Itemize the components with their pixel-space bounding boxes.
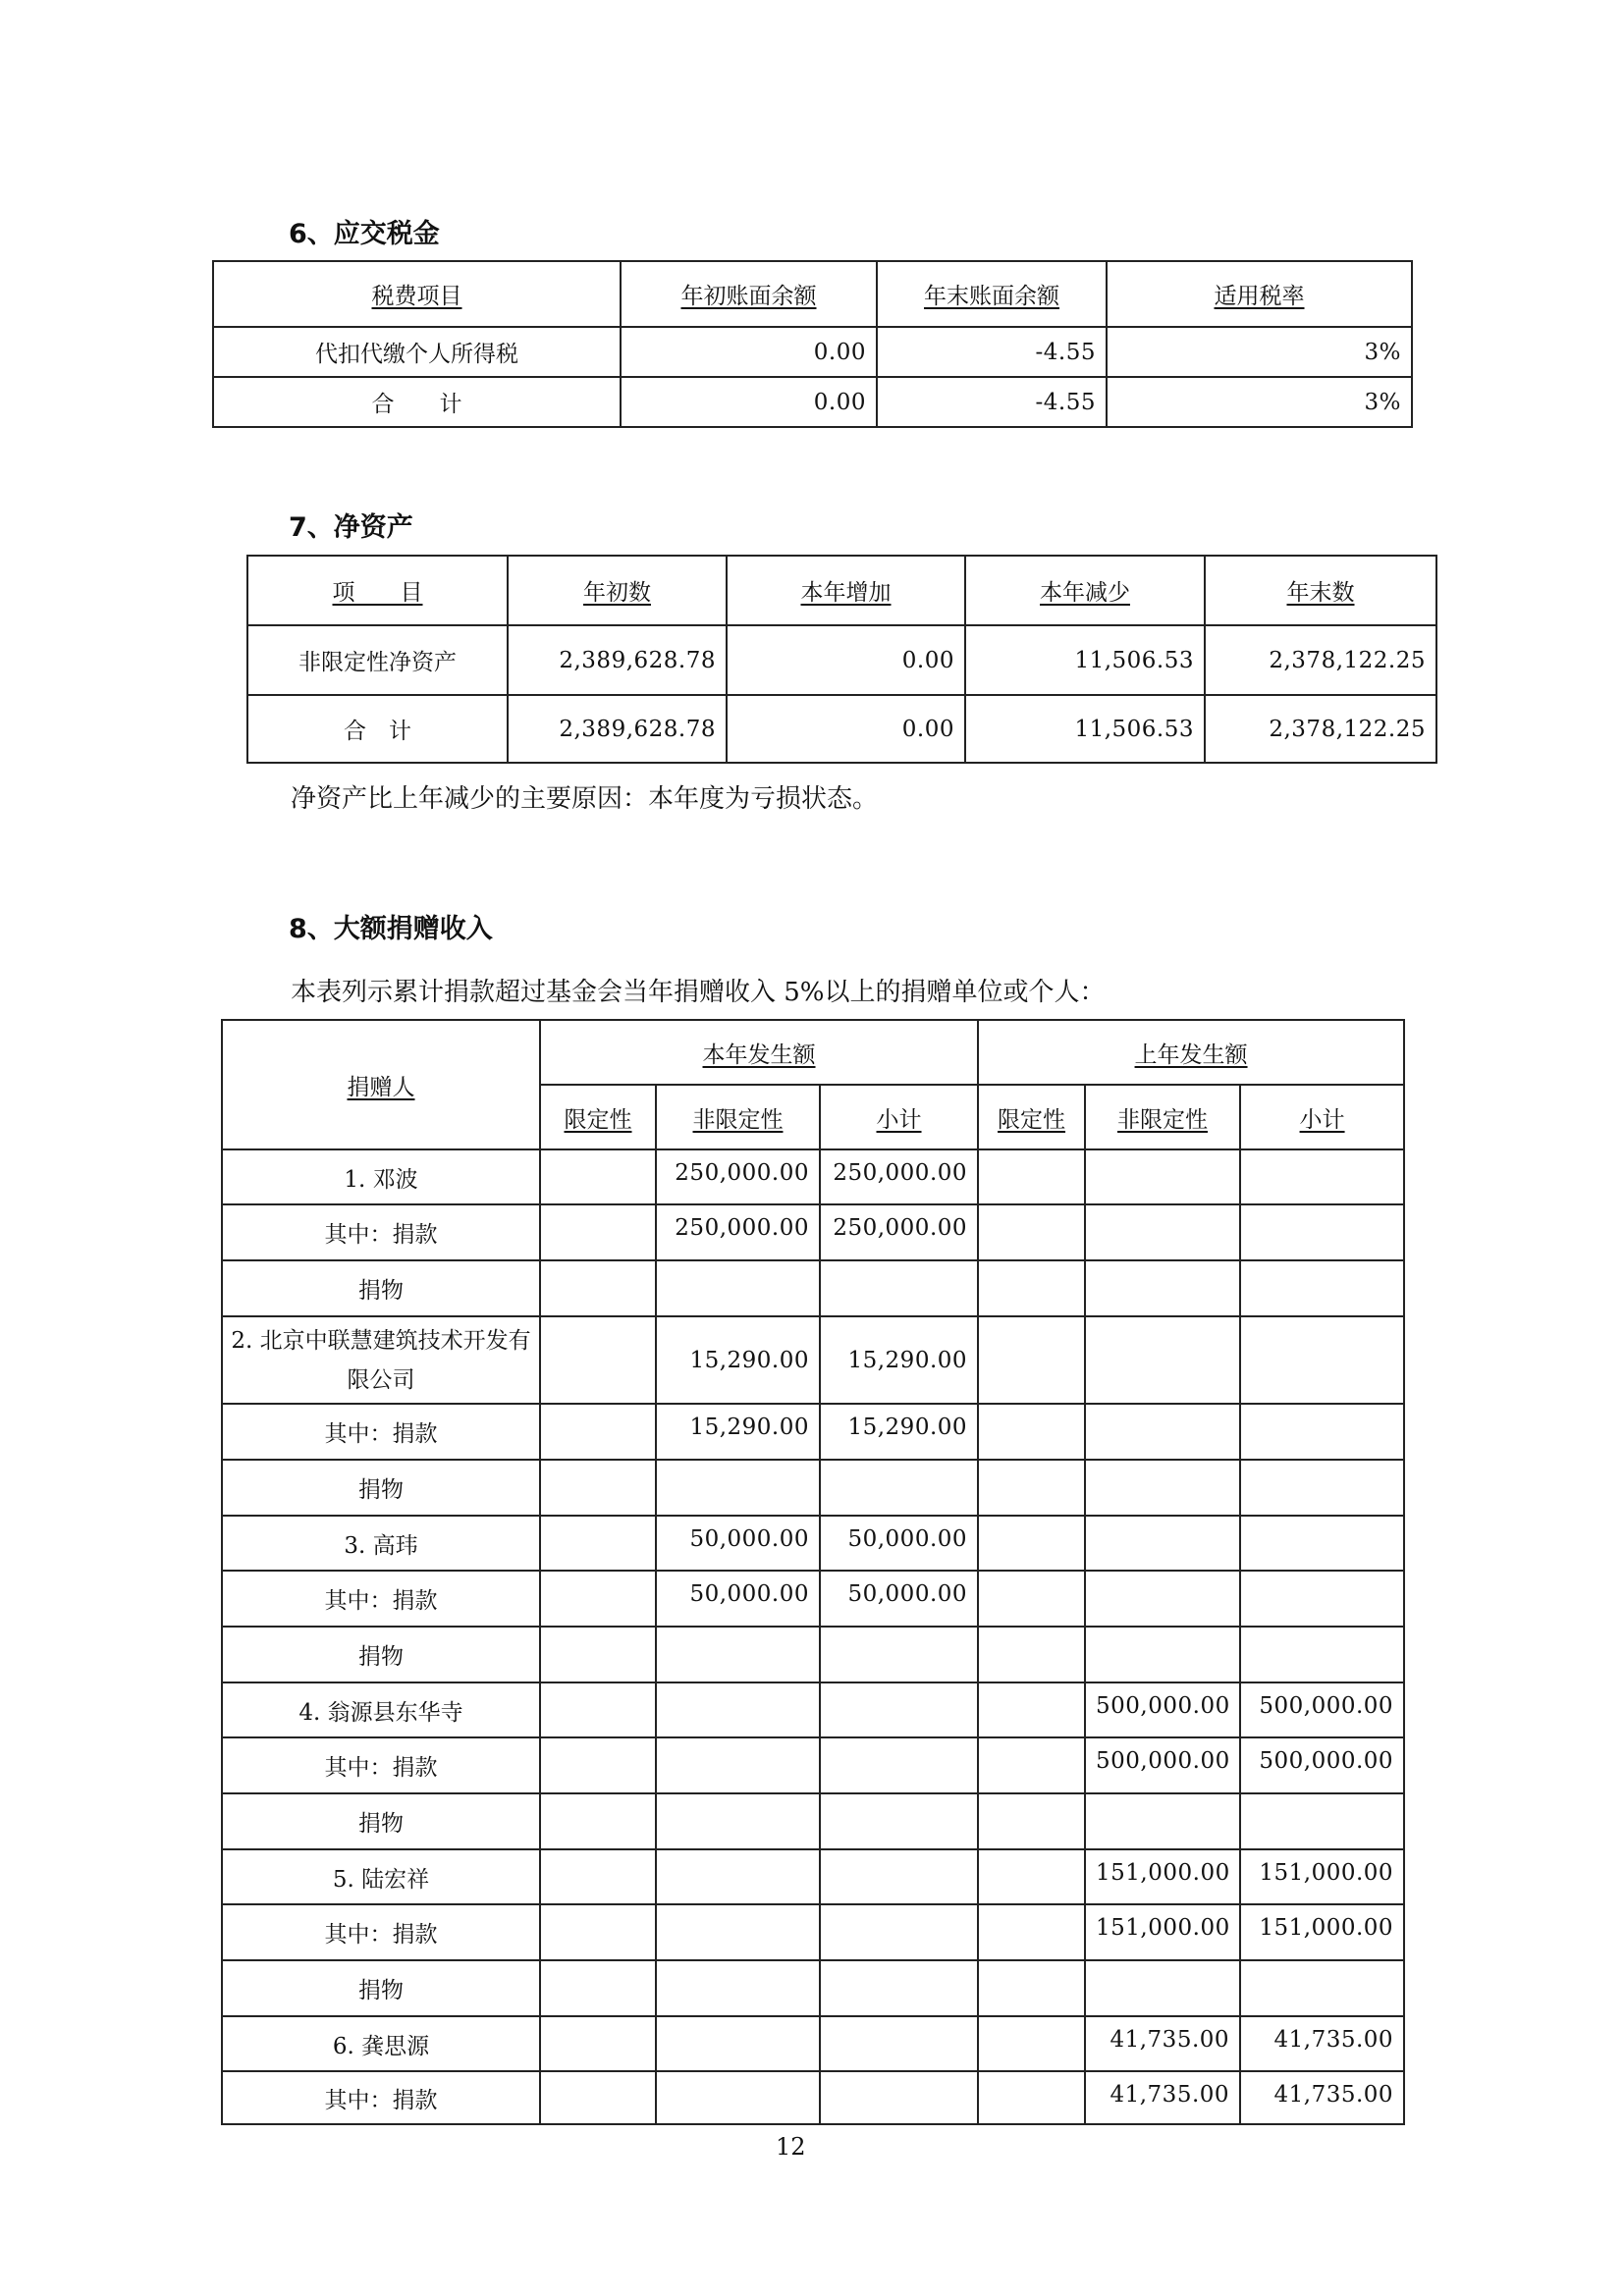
cell-value — [656, 1737, 820, 1793]
cell-value: 41,735.00 — [1085, 2071, 1240, 2124]
donor-label: 3. 高玮 — [222, 1516, 540, 1571]
cell-value: 500,000.00 — [1085, 1682, 1240, 1737]
header-cell: 项 目 — [247, 556, 508, 625]
cell-value — [1085, 1571, 1240, 1627]
section-8-intro: 本表列示累计捐款超过基金会当年捐赠收入 5%以上的捐赠单位或个人： — [291, 978, 1106, 1007]
cell-value: 151,000.00 — [1085, 1849, 1240, 1904]
donor-label: 捐物 — [222, 1627, 540, 1682]
cell-value — [656, 1627, 820, 1682]
cell-value — [656, 1793, 820, 1849]
section-7-heading: 7、净资产 — [289, 512, 413, 543]
row-label: 合 计 — [213, 377, 621, 427]
page-number: 12 — [776, 2133, 806, 2161]
cell-value — [978, 1149, 1085, 1204]
cell-value — [820, 1627, 978, 1682]
table-row — [222, 1737, 1404, 1793]
cell-value: 15,290.00 — [820, 1316, 978, 1404]
cell-value — [656, 1260, 820, 1316]
table-row — [222, 1682, 1404, 1737]
cell-value — [1085, 1316, 1240, 1404]
cell-value — [540, 1149, 656, 1204]
cell-value — [978, 1793, 1085, 1849]
cell-value: 50,000.00 — [656, 1571, 820, 1627]
cell-value: 151,000.00 — [1240, 1849, 1404, 1904]
net-assets-table — [246, 555, 1437, 764]
cell-value — [1240, 1316, 1404, 1404]
cell-value — [820, 2071, 978, 2124]
cell-value — [820, 1960, 978, 2016]
cell-value — [820, 1260, 978, 1316]
cell-value: 2,378,122.25 — [1205, 695, 1436, 763]
cell-value — [1085, 1260, 1240, 1316]
cell-value — [978, 1960, 1085, 2016]
subheader-cell: 非限定性 — [1085, 1085, 1240, 1149]
cell-value: 50,000.00 — [820, 1571, 978, 1627]
cell-value — [820, 2016, 978, 2071]
header-prior-year: 上年发生额 — [978, 1020, 1404, 1085]
cell-value — [1240, 1627, 1404, 1682]
cell-value — [540, 2016, 656, 2071]
table-row — [222, 2016, 1404, 2071]
cell-value: 151,000.00 — [1085, 1904, 1240, 1960]
cell-value — [1085, 1960, 1240, 2016]
cell-value: 0.00 — [727, 625, 965, 695]
table-row — [222, 1149, 1404, 1204]
cell-value: 11,506.53 — [965, 695, 1205, 763]
cell-value: 15,290.00 — [656, 1404, 820, 1460]
table-header-row — [213, 261, 1412, 327]
subheader-cell: 小计 — [1240, 1085, 1404, 1149]
cell-value — [656, 1460, 820, 1516]
cell-value — [1085, 1627, 1240, 1682]
cell-value — [1085, 1516, 1240, 1571]
donor-label: 5. 陆宏祥 — [222, 1849, 540, 1904]
cell-value — [540, 1516, 656, 1571]
cell-value — [978, 1627, 1085, 1682]
taxes-payable-table — [212, 260, 1413, 428]
cell-value: 3% — [1107, 377, 1412, 427]
table-header-row — [247, 556, 1436, 625]
cell-value: 250,000.00 — [820, 1149, 978, 1204]
donor-label: 4. 翁源县东华寺 — [222, 1682, 540, 1737]
header-donor: 捐赠人 — [222, 1020, 540, 1149]
cell-value — [1240, 1404, 1404, 1460]
cell-value — [656, 2071, 820, 2124]
cell-value — [978, 1316, 1085, 1404]
row-label: 合 计 — [247, 695, 508, 763]
cell-value — [978, 1260, 1085, 1316]
cell-value — [1240, 1460, 1404, 1516]
cell-value: 0.00 — [621, 377, 877, 427]
cell-value — [820, 1682, 978, 1737]
header-cell: 适用税率 — [1107, 261, 1412, 327]
donor-label: 1. 邓波 — [222, 1149, 540, 1204]
cell-value: 2,389,628.78 — [508, 695, 727, 763]
cell-value: 2,378,122.25 — [1205, 625, 1436, 695]
row-label: 非限定性净资产 — [247, 625, 508, 695]
cell-value: 0.00 — [727, 695, 965, 763]
header-cell: 税费项目 — [213, 261, 621, 327]
table-row — [222, 1793, 1404, 1849]
cell-value: 2,389,628.78 — [508, 625, 727, 695]
table-row — [222, 1960, 1404, 2016]
cell-value — [978, 1737, 1085, 1793]
cell-value: 0.00 — [621, 327, 877, 377]
cell-value — [1240, 1571, 1404, 1627]
cell-value: -4.55 — [877, 377, 1107, 427]
cell-value: 500,000.00 — [1240, 1737, 1404, 1793]
table-row — [222, 1260, 1404, 1316]
cell-value — [540, 1849, 656, 1904]
cell-value — [1240, 1149, 1404, 1204]
table-row — [222, 1460, 1404, 1516]
cell-value — [540, 1960, 656, 2016]
subheader-cell: 非限定性 — [656, 1085, 820, 1149]
donor-label: 捐物 — [222, 1960, 540, 2016]
donor-label: 捐物 — [222, 1460, 540, 1516]
cell-value — [656, 1904, 820, 1960]
cell-value — [820, 1460, 978, 1516]
section-8-heading: 8、大额捐赠收入 — [289, 914, 493, 944]
cell-value — [1085, 1404, 1240, 1460]
donor-label: 6. 龚思源 — [222, 2016, 540, 2071]
table-total-row — [213, 377, 1412, 427]
cell-value — [1240, 1960, 1404, 2016]
cell-value — [978, 1904, 1085, 1960]
donor-label: 其中：捐款 — [222, 1204, 540, 1260]
cell-value — [978, 2016, 1085, 2071]
net-assets-note: 净资产比上年减少的主要原因：本年度为亏损状态。 — [291, 784, 879, 814]
cell-value — [978, 1849, 1085, 1904]
cell-value — [540, 1627, 656, 1682]
header-current-year: 本年发生额 — [540, 1020, 978, 1085]
cell-value: 250,000.00 — [820, 1204, 978, 1260]
cell-value — [978, 1460, 1085, 1516]
cell-value — [540, 1571, 656, 1627]
cell-value — [1240, 1793, 1404, 1849]
table-row — [222, 1904, 1404, 1960]
header-cell: 本年减少 — [965, 556, 1205, 625]
cell-value — [656, 1849, 820, 1904]
cell-value — [656, 1960, 820, 2016]
cell-value — [820, 1793, 978, 1849]
cell-value: 151,000.00 — [1240, 1904, 1404, 1960]
cell-value — [540, 1682, 656, 1737]
cell-value — [540, 1904, 656, 1960]
cell-value: 15,290.00 — [820, 1404, 978, 1460]
donor-label: 其中：捐款 — [222, 2071, 540, 2124]
cell-value: 50,000.00 — [820, 1516, 978, 1571]
cell-value — [1085, 1149, 1240, 1204]
table-row — [213, 327, 1412, 377]
table-row — [222, 1516, 1404, 1571]
cell-value — [1085, 1793, 1240, 1849]
donor-label: 捐物 — [222, 1260, 540, 1316]
table-row — [222, 1316, 1404, 1404]
cell-value: 15,290.00 — [656, 1316, 820, 1404]
subheader-cell: 小计 — [820, 1085, 978, 1149]
cell-value — [540, 1404, 656, 1460]
cell-value — [820, 1737, 978, 1793]
cell-value: -4.55 — [877, 327, 1107, 377]
cell-value — [656, 2016, 820, 2071]
cell-value — [540, 1316, 656, 1404]
cell-value — [978, 1404, 1085, 1460]
header-cell: 年末账面余额 — [877, 261, 1107, 327]
donor-label: 其中：捐款 — [222, 1404, 540, 1460]
cell-value — [540, 1793, 656, 1849]
table-row — [222, 1204, 1404, 1260]
cell-value — [1240, 1516, 1404, 1571]
table-row — [222, 1571, 1404, 1627]
table-row — [222, 1404, 1404, 1460]
cell-value: 3% — [1107, 327, 1412, 377]
cell-value — [978, 1571, 1085, 1627]
cell-value — [820, 1849, 978, 1904]
cell-value: 250,000.00 — [656, 1149, 820, 1204]
cell-value — [1240, 1260, 1404, 1316]
header-cell: 年末数 — [1205, 556, 1436, 625]
cell-value — [978, 1682, 1085, 1737]
table-header-row — [222, 1020, 1404, 1085]
cell-value — [978, 1204, 1085, 1260]
donor-label: 捐物 — [222, 1793, 540, 1849]
cell-value: 11,506.53 — [965, 625, 1205, 695]
table-row — [222, 2071, 1404, 2124]
section-6-heading: 6、应交税金 — [289, 219, 440, 249]
cell-value — [540, 1204, 656, 1260]
header-cell: 年初账面余额 — [621, 261, 877, 327]
header-cell: 本年增加 — [727, 556, 965, 625]
table-row — [222, 1627, 1404, 1682]
cell-value: 500,000.00 — [1085, 1737, 1240, 1793]
cell-value — [540, 1260, 656, 1316]
cell-value: 250,000.00 — [656, 1204, 820, 1260]
cell-value — [1240, 1204, 1404, 1260]
subheader-cell: 限定性 — [978, 1085, 1085, 1149]
large-donations-table — [221, 1019, 1405, 2125]
cell-value: 41,735.00 — [1240, 2071, 1404, 2124]
cell-value — [540, 2071, 656, 2124]
cell-value — [820, 1904, 978, 1960]
donor-label: 其中：捐款 — [222, 1571, 540, 1627]
cell-value — [656, 1682, 820, 1737]
donor-label: 其中：捐款 — [222, 1904, 540, 1960]
table-total-row — [247, 695, 1436, 763]
cell-value — [978, 2071, 1085, 2124]
table-row — [247, 625, 1436, 695]
cell-value: 500,000.00 — [1240, 1682, 1404, 1737]
cell-value — [1085, 1460, 1240, 1516]
cell-value — [540, 1460, 656, 1516]
cell-value — [1085, 1204, 1240, 1260]
cell-value — [978, 1516, 1085, 1571]
subheader-cell: 限定性 — [540, 1085, 656, 1149]
donor-label: 2. 北京中联慧建筑技术开发有限公司 — [222, 1316, 540, 1404]
donor-label: 其中：捐款 — [222, 1737, 540, 1793]
table-row — [222, 1849, 1404, 1904]
cell-value: 41,735.00 — [1240, 2016, 1404, 2071]
header-cell: 年初数 — [508, 556, 727, 625]
row-label: 代扣代缴个人所得税 — [213, 327, 621, 377]
cell-value: 50,000.00 — [656, 1516, 820, 1571]
cell-value: 41,735.00 — [1085, 2016, 1240, 2071]
cell-value — [540, 1737, 656, 1793]
